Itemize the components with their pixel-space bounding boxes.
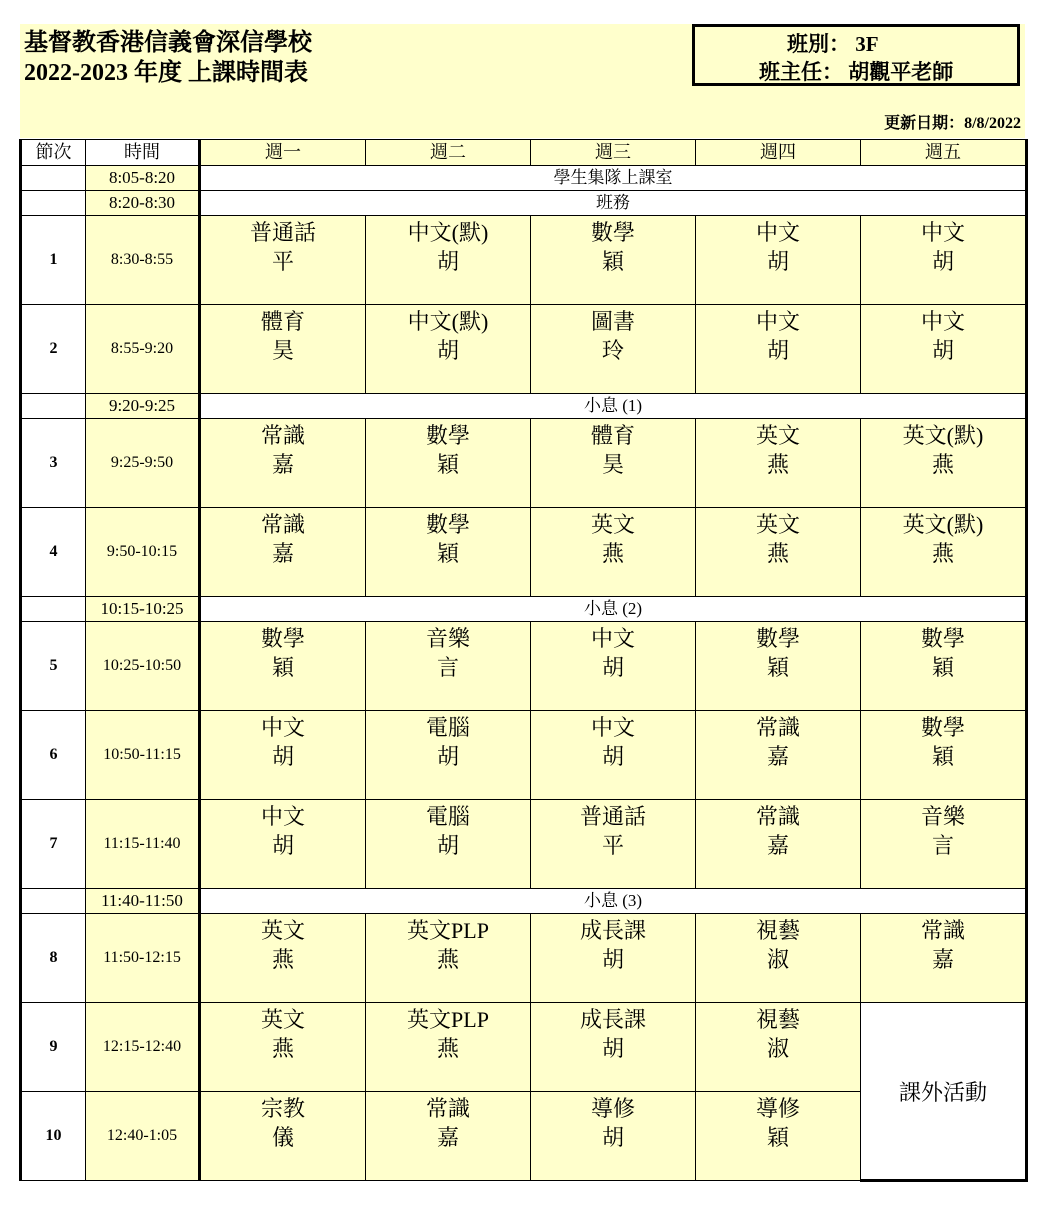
class-teacher-label: 班主任： 胡觀平老師 <box>759 60 954 84</box>
col-header-fri: 週五 <box>861 140 1027 166</box>
period-row <box>21 1003 1027 1092</box>
period-row <box>21 419 1027 508</box>
teacher: 燕 <box>271 947 294 972</box>
subject: 宗教 <box>260 1096 305 1121</box>
class-info-box <box>692 24 1020 86</box>
subject: 成長課 <box>579 918 646 943</box>
teacher: 言 <box>931 833 954 858</box>
col-header-mon: 週一 <box>200 140 366 166</box>
subject: 數學 <box>425 512 470 537</box>
period-time: 10:50-11:15 <box>86 711 200 800</box>
teacher: 燕 <box>601 541 624 566</box>
subject: 數學 <box>920 715 965 740</box>
lesson-cell <box>531 1092 696 1181</box>
teacher: 胡 <box>271 833 294 858</box>
period-number: 2 <box>21 305 86 394</box>
period-time: 8:30-8:55 <box>86 216 200 305</box>
lesson-cell <box>696 914 861 1003</box>
time-cell: 9:20-9:25 <box>86 394 200 419</box>
teacher: 嘉 <box>931 947 954 972</box>
subject: 中文 <box>755 220 800 245</box>
subject: 圖書 <box>590 309 635 334</box>
period-row <box>21 216 1027 305</box>
period-cell-empty <box>21 166 86 191</box>
subject: 英文 <box>590 512 635 537</box>
period-number: 8 <box>21 914 86 1003</box>
period-number: 10 <box>21 1092 86 1181</box>
lesson-cell <box>531 711 696 800</box>
teacher: 嘉 <box>271 452 294 477</box>
teacher: 嘉 <box>766 744 789 769</box>
period-time: 8:55-9:20 <box>86 305 200 394</box>
subject: 中文 <box>920 309 965 334</box>
duties-row <box>21 191 1027 216</box>
lesson-cell <box>531 419 696 508</box>
teacher: 嘉 <box>271 541 294 566</box>
lesson-cell <box>200 800 366 889</box>
teacher: 嘉 <box>766 833 789 858</box>
lesson-cell <box>696 305 861 394</box>
col-header-time: 時間 <box>86 140 200 166</box>
lesson-cell <box>531 216 696 305</box>
lesson-cell <box>366 711 531 800</box>
teacher: 穎 <box>601 249 624 274</box>
teacher: 淑 <box>766 1036 789 1061</box>
lesson-cell <box>861 800 1027 889</box>
lesson-cell <box>696 711 861 800</box>
subject: 常識 <box>260 512 305 537</box>
subject: 常識 <box>920 918 965 943</box>
subject: 英文 <box>260 1007 305 1032</box>
lesson-cell <box>366 305 531 394</box>
lesson-cell <box>861 305 1027 394</box>
teacher: 胡 <box>601 744 624 769</box>
subject: 普通話 <box>579 804 646 829</box>
subject: 英文(默) <box>902 512 984 537</box>
lesson-cell <box>531 1003 696 1092</box>
subject: 導修 <box>590 1096 635 1121</box>
lesson-cell <box>200 216 366 305</box>
updated-date: 更新日期：8/8/2022 <box>884 115 1021 132</box>
lesson-cell <box>861 508 1027 597</box>
teacher: 胡 <box>931 338 954 363</box>
teacher: 胡 <box>436 338 459 363</box>
teacher: 燕 <box>436 1036 459 1061</box>
subject: 英文 <box>755 423 800 448</box>
subject: 音樂 <box>425 626 470 651</box>
teacher: 胡 <box>601 1125 624 1150</box>
lesson-cell <box>366 800 531 889</box>
teacher: 燕 <box>766 541 789 566</box>
subject: 中文(默) <box>407 220 489 245</box>
period-cell-empty <box>21 191 86 216</box>
subject: 數學 <box>755 626 800 651</box>
subject: 電腦 <box>425 715 470 740</box>
subject: 中文 <box>260 715 305 740</box>
lesson-cell <box>861 711 1027 800</box>
period-number: 7 <box>21 800 86 889</box>
break-text: 小息 (1) <box>200 394 1027 419</box>
period-row <box>21 800 1027 889</box>
subject: 視藝 <box>755 918 800 943</box>
period-time: 9:50-10:15 <box>86 508 200 597</box>
period-time: 9:25-9:50 <box>86 419 200 508</box>
period-time: 11:15-11:40 <box>86 800 200 889</box>
subject: 中文 <box>590 715 635 740</box>
subject: 常識 <box>260 423 305 448</box>
subject: 常識 <box>425 1096 470 1121</box>
assembly-text: 學生集隊上課室 <box>200 166 1027 191</box>
teacher: 嘉 <box>436 1125 459 1150</box>
teacher: 穎 <box>436 452 459 477</box>
teacher: 穎 <box>766 1125 789 1150</box>
teacher: 燕 <box>436 947 459 972</box>
teacher: 胡 <box>766 338 789 363</box>
lesson-cell <box>200 1003 366 1092</box>
subject: 體育 <box>590 423 635 448</box>
period-time: 12:15-12:40 <box>86 1003 200 1092</box>
period-cell-empty <box>21 394 86 419</box>
column-header-row <box>21 140 1027 166</box>
subject: 成長課 <box>579 1007 646 1032</box>
teacher: 胡 <box>931 249 954 274</box>
period-number: 1 <box>21 216 86 305</box>
subject: 數學 <box>260 626 305 651</box>
lesson-cell <box>696 800 861 889</box>
subject: 數學 <box>425 423 470 448</box>
break-row <box>21 597 1027 622</box>
lesson-cell <box>200 419 366 508</box>
lesson-cell <box>696 419 861 508</box>
period-row <box>21 914 1027 1003</box>
period-cell-empty <box>21 597 86 622</box>
teacher: 燕 <box>931 541 954 566</box>
col-header-period: 節次 <box>21 140 86 166</box>
lesson-cell <box>696 216 861 305</box>
col-header-wed: 週三 <box>531 140 696 166</box>
lesson-cell <box>200 622 366 711</box>
lesson-cell <box>200 508 366 597</box>
extracurricular-cell: 課外活動 <box>861 1003 1027 1181</box>
lesson-cell <box>531 800 696 889</box>
subject: 中文 <box>260 804 305 829</box>
school-name: 基督教香港信義會深信學校 <box>24 30 312 56</box>
lesson-cell <box>366 1092 531 1181</box>
teacher: 胡 <box>601 1036 624 1061</box>
class-label: 班別： 3F <box>787 32 879 56</box>
lesson-cell <box>696 622 861 711</box>
col-header-tue: 週二 <box>366 140 531 166</box>
time-cell: 8:05-8:20 <box>86 166 200 191</box>
lesson-cell <box>531 508 696 597</box>
period-row <box>21 711 1027 800</box>
lesson-cell <box>366 216 531 305</box>
lesson-cell <box>200 1092 366 1181</box>
col-header-thu: 週四 <box>696 140 861 166</box>
subject: 數學 <box>920 626 965 651</box>
teacher: 燕 <box>766 452 789 477</box>
period-time: 10:25-10:50 <box>86 622 200 711</box>
timetable <box>19 139 1028 1182</box>
subject: 體育 <box>260 309 305 334</box>
subject: 導修 <box>755 1096 800 1121</box>
subject: 英文 <box>260 918 305 943</box>
lesson-cell <box>696 1092 861 1181</box>
subject: 中文 <box>590 626 635 651</box>
subject: 英文 <box>755 512 800 537</box>
subject: 視藝 <box>755 1007 800 1032</box>
period-number: 4 <box>21 508 86 597</box>
teacher: 胡 <box>436 744 459 769</box>
teacher: 胡 <box>601 655 624 680</box>
lesson-cell <box>531 914 696 1003</box>
teacher: 胡 <box>601 947 624 972</box>
subject: 英文PLP <box>407 918 489 943</box>
period-row <box>21 305 1027 394</box>
period-time: 12:40-1:05 <box>86 1092 200 1181</box>
lesson-cell <box>200 914 366 1003</box>
teacher: 昊 <box>601 452 624 477</box>
period-number: 3 <box>21 419 86 508</box>
break-text: 小息 (3) <box>200 889 1027 914</box>
lesson-cell <box>200 305 366 394</box>
subject: 中文 <box>920 220 965 245</box>
teacher: 胡 <box>766 249 789 274</box>
subject: 中文 <box>755 309 800 334</box>
teacher: 燕 <box>271 1036 294 1061</box>
teacher: 胡 <box>436 833 459 858</box>
subject: 電腦 <box>425 804 470 829</box>
lesson-cell <box>696 1003 861 1092</box>
teacher: 胡 <box>271 744 294 769</box>
period-row <box>21 508 1027 597</box>
teacher: 燕 <box>931 452 954 477</box>
teacher: 穎 <box>931 655 954 680</box>
timetable-title: 2022-2023 年度 上課時間表 <box>24 60 308 86</box>
teacher: 淑 <box>766 947 789 972</box>
subject: 常識 <box>755 804 800 829</box>
lesson-cell <box>861 622 1027 711</box>
teacher: 穎 <box>766 655 789 680</box>
break-row <box>21 889 1027 914</box>
lesson-cell <box>200 711 366 800</box>
teacher: 穎 <box>436 541 459 566</box>
subject: 普通話 <box>249 220 316 245</box>
period-cell-empty <box>21 889 86 914</box>
lesson-cell <box>861 419 1027 508</box>
period-number: 6 <box>21 711 86 800</box>
period-number: 9 <box>21 1003 86 1092</box>
lesson-cell <box>366 1003 531 1092</box>
teacher: 胡 <box>436 249 459 274</box>
time-cell: 10:15-10:25 <box>86 597 200 622</box>
teacher: 儀 <box>271 1125 294 1150</box>
lesson-cell <box>531 622 696 711</box>
lesson-cell <box>366 622 531 711</box>
timetable-header <box>20 24 1025 138</box>
assembly-row <box>21 166 1027 191</box>
period-number: 5 <box>21 622 86 711</box>
lesson-cell <box>696 508 861 597</box>
time-cell: 11:40-11:50 <box>86 889 200 914</box>
teacher: 穎 <box>271 655 294 680</box>
teacher: 平 <box>601 833 624 858</box>
subject: 音樂 <box>920 804 965 829</box>
lesson-cell <box>366 508 531 597</box>
break-row <box>21 394 1027 419</box>
break-text: 小息 (2) <box>200 597 1027 622</box>
teacher: 穎 <box>931 744 954 769</box>
teacher: 昊 <box>271 338 294 363</box>
teacher: 玲 <box>601 338 624 363</box>
subject: 常識 <box>755 715 800 740</box>
lesson-cell <box>861 216 1027 305</box>
teacher: 平 <box>271 249 294 274</box>
lesson-cell <box>366 419 531 508</box>
lesson-cell <box>531 305 696 394</box>
time-cell: 8:20-8:30 <box>86 191 200 216</box>
duties-text: 班務 <box>200 191 1027 216</box>
subject: 數學 <box>590 220 635 245</box>
teacher: 言 <box>436 655 459 680</box>
period-time: 11:50-12:15 <box>86 914 200 1003</box>
lesson-cell <box>366 914 531 1003</box>
period-row <box>21 622 1027 711</box>
subject: 英文PLP <box>407 1007 489 1032</box>
subject: 英文(默) <box>902 423 984 448</box>
subject: 中文(默) <box>407 309 489 334</box>
lesson-cell <box>861 914 1027 1003</box>
